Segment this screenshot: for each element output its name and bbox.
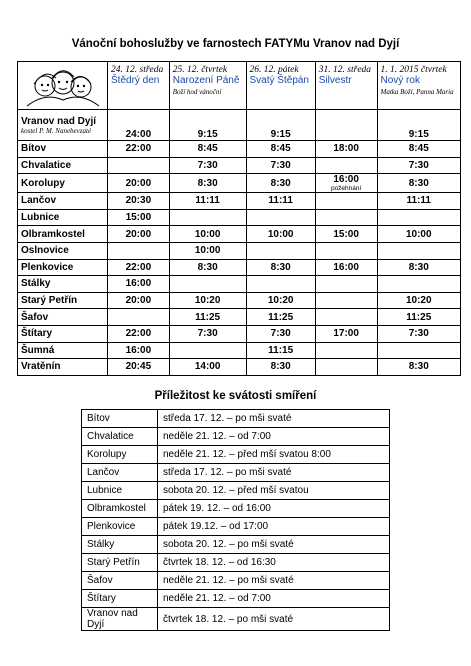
schedule-row	[18, 174, 461, 193]
service-time: 11:11	[268, 195, 293, 207]
parish-label: Štítary	[21, 328, 53, 340]
service-time-cell	[169, 193, 246, 210]
service-time-cell	[169, 276, 246, 293]
confession-time: sobota 20. 12. – před mší svatou	[158, 482, 390, 500]
service-time-cell	[108, 242, 170, 259]
confession-row	[82, 554, 390, 572]
parish-label: Šafov	[21, 311, 49, 323]
service-time-cell	[246, 276, 315, 293]
service-time: 15:00	[333, 228, 359, 240]
services-table	[17, 61, 461, 376]
service-time-cell	[315, 226, 377, 243]
confession-place: Vranov nad Dyjí	[82, 608, 158, 631]
service-time: 10:20	[405, 295, 432, 307]
service-time-cell	[315, 292, 377, 309]
parish-label: Vratěnín	[21, 361, 61, 373]
confession-time: pátek 19. 12. – od 16:00	[158, 500, 390, 518]
confession-time: středa 17. 12. – po mši svaté	[158, 464, 390, 482]
confession-time: neděle 21. 12. – před mší svatou 8:00	[158, 446, 390, 464]
service-time-cell	[246, 209, 315, 226]
service-time-cell	[315, 259, 377, 276]
service-time: 11:25	[268, 311, 294, 323]
service-time-cell	[108, 110, 170, 141]
confession-place: Starý Petřín	[82, 554, 158, 572]
confession-time: středa 17. 12. – po mši svaté	[158, 410, 390, 428]
service-time: 8:30	[408, 261, 429, 273]
service-time: 9:15	[270, 129, 291, 140]
logo-cell	[18, 62, 108, 110]
day-date: 25. 12. čtvrtek	[172, 65, 228, 75]
service-time: 22:00	[125, 261, 152, 273]
confession-place: Korolupy	[82, 446, 158, 464]
confession-place: Stálky	[82, 536, 158, 554]
service-time-cell	[315, 174, 377, 193]
parish-label: Starý Petřín	[21, 295, 78, 307]
service-time-cell	[246, 157, 315, 174]
schedule-row	[18, 110, 461, 141]
confession-table	[81, 409, 390, 631]
parish-name	[18, 342, 108, 359]
service-time: 11:25	[195, 311, 221, 323]
schedule-row	[18, 325, 461, 342]
service-time: 20:45	[125, 361, 152, 373]
day-header	[377, 62, 461, 110]
schedule-row	[18, 259, 461, 276]
service-time-cell	[108, 226, 170, 243]
confession-time: neděle 21. 12. – od 7:00	[158, 590, 390, 608]
schedule-row	[18, 157, 461, 174]
parish-label: Lančov	[21, 195, 57, 207]
service-time: 7:30	[408, 328, 429, 340]
confession-title: Příležitost ke svátosti smíření	[154, 390, 317, 402]
service-time-cell	[246, 342, 315, 359]
service-time-cell	[169, 325, 246, 342]
service-time: 20:30	[125, 195, 152, 207]
service-time-cell	[377, 292, 461, 309]
service-time-cell	[315, 209, 377, 226]
service-time-cell	[108, 309, 170, 326]
service-time: 14:00	[194, 361, 221, 373]
schedule-row	[18, 242, 461, 259]
service-time: 10:20	[194, 295, 221, 307]
service-time-cell	[315, 325, 377, 342]
confession-row	[82, 464, 390, 482]
service-time: 10:00	[194, 245, 221, 257]
service-time-cell	[377, 209, 461, 226]
confession-place: Plenkovice	[82, 518, 158, 536]
confession-row	[82, 446, 390, 464]
schedule-row	[18, 276, 461, 293]
service-time-cell	[169, 259, 246, 276]
service-time: 7:30	[270, 328, 291, 340]
day-name: Svatý Štěpán	[249, 75, 309, 86]
parish-name	[18, 110, 108, 141]
day-header	[169, 62, 246, 110]
service-time: 8:30	[270, 261, 291, 273]
service-time-cell	[377, 342, 461, 359]
service-time-cell	[108, 157, 170, 174]
service-time-cell	[169, 226, 246, 243]
service-time-cell	[169, 209, 246, 226]
day-subtitle: Matka Boží, Panna Maria	[380, 88, 454, 96]
service-time: 20:00	[125, 228, 152, 240]
parish-name	[18, 325, 108, 342]
service-time-cell	[377, 157, 461, 174]
confession-place: Štítary	[82, 590, 158, 608]
parish-label: Vranov nad Dyjí	[21, 115, 97, 127]
service-time-cell	[108, 359, 170, 376]
service-time-cell	[246, 193, 315, 210]
service-time-cell	[108, 292, 170, 309]
parish-name	[18, 359, 108, 376]
service-time: 9:15	[408, 129, 429, 140]
service-time: 7:30	[197, 159, 218, 171]
day-subtitle: Boží hod vánoční	[172, 88, 222, 96]
service-time-cell	[377, 309, 461, 326]
service-time-cell	[169, 242, 246, 259]
service-time-cell	[246, 325, 315, 342]
parish-name	[18, 242, 108, 259]
day-date: 31. 12. středa	[318, 65, 372, 75]
service-time-cell	[108, 193, 170, 210]
service-time: 24:00	[125, 129, 152, 140]
confession-time: čtvrtek 18. 12. – od 16:30	[158, 554, 390, 572]
service-time: 11:25	[406, 311, 432, 323]
service-time-cell	[377, 226, 461, 243]
day-name: Narození Páně	[172, 75, 240, 86]
service-time-cell	[315, 141, 377, 158]
service-time: 15:00	[125, 212, 152, 224]
service-time-cell	[377, 325, 461, 342]
service-time: 8:30	[408, 177, 429, 189]
day-header	[108, 62, 170, 110]
service-time-cell	[315, 242, 377, 259]
parish-name	[18, 193, 108, 210]
confession-row	[82, 518, 390, 536]
service-time: 22:00	[125, 143, 152, 155]
parish-name	[18, 309, 108, 326]
parish-label: Korolupy	[21, 177, 65, 189]
parish-name	[18, 292, 108, 309]
parish-label: Stálky	[21, 278, 51, 290]
children-faces-icon	[23, 66, 103, 108]
service-time: 20:00	[125, 177, 152, 189]
service-time: 11:15	[268, 344, 294, 356]
service-time-cell	[315, 110, 377, 141]
parish-name	[18, 157, 108, 174]
parish-name	[18, 259, 108, 276]
service-time-cell	[315, 157, 377, 174]
service-time-cell	[169, 359, 246, 376]
service-time: 10:00	[405, 228, 432, 240]
service-time-cell	[108, 259, 170, 276]
day-header	[315, 62, 377, 110]
service-time-cell	[377, 359, 461, 376]
service-time-cell	[169, 157, 246, 174]
confession-row	[82, 536, 390, 554]
service-time: 7:30	[270, 159, 291, 171]
confession-time: sobota 20. 12. – po mši svaté	[158, 536, 390, 554]
service-time: 7:30	[408, 159, 429, 171]
schedule-row	[18, 342, 461, 359]
confession-place: Lančov	[82, 464, 158, 482]
service-time-cell	[246, 242, 315, 259]
service-time: 8:45	[270, 143, 291, 155]
service-time-cell	[315, 359, 377, 376]
service-time: 16:00	[333, 261, 359, 273]
parish-label: Oslnovice	[21, 245, 69, 257]
confession-time: neděle 21. 12. – od 7:00	[158, 428, 390, 446]
service-time: 17:00	[333, 328, 359, 340]
parish-label: Plenkovice	[21, 261, 74, 273]
day-name: Nový rok	[380, 75, 420, 86]
service-time-cell	[246, 259, 315, 276]
confession-row	[82, 590, 390, 608]
service-time: 16:00	[333, 174, 359, 186]
service-time: 11:11	[195, 195, 220, 207]
service-time-cell	[246, 226, 315, 243]
parish-name	[18, 174, 108, 193]
service-time: 10:00	[194, 228, 221, 240]
service-time-cell	[315, 309, 377, 326]
confession-time: čtvrtek 18. 12. – po mši svaté	[158, 608, 390, 631]
confession-row	[82, 410, 390, 428]
parish-label: Bítov	[21, 143, 46, 155]
confession-row	[82, 482, 390, 500]
confession-place: Bítov	[82, 410, 158, 428]
schedule-row	[18, 209, 461, 226]
service-time: 18:00	[333, 143, 359, 155]
service-time: 8:45	[408, 143, 429, 155]
confession-time: pátek 19.12. – od 17:00	[158, 518, 390, 536]
service-time-cell	[377, 193, 461, 210]
service-time-cell	[169, 292, 246, 309]
parish-church: kostel P. M. Nanebevzaté	[21, 126, 92, 135]
service-time: 10:00	[267, 228, 294, 240]
service-time-cell	[315, 276, 377, 293]
service-time: 9:15	[197, 129, 218, 140]
service-time-cell	[377, 141, 461, 158]
schedule-row	[18, 226, 461, 243]
service-time-cell	[169, 141, 246, 158]
schedule-row	[18, 193, 461, 210]
service-time: 8:45	[197, 143, 218, 155]
confession-place: Šafov	[82, 572, 158, 590]
confession-row	[82, 500, 390, 518]
day-date: 26. 12. pátek	[249, 65, 299, 75]
confession-place: Lubnice	[82, 482, 158, 500]
service-time-cell	[108, 325, 170, 342]
day-header	[246, 62, 315, 110]
day-date: 24. 12. středa	[111, 65, 164, 75]
parish-label: Šumná	[21, 344, 55, 356]
service-time-cell	[377, 242, 461, 259]
service-time-cell	[108, 276, 170, 293]
schedule-row	[18, 309, 461, 326]
service-time-cell	[315, 193, 377, 210]
service-time-cell	[246, 309, 315, 326]
service-time: 8:30	[197, 261, 218, 273]
service-time-cell	[246, 141, 315, 158]
service-time: 8:30	[197, 177, 218, 189]
service-time-cell	[377, 110, 461, 141]
service-time-cell	[377, 174, 461, 193]
service-time: 22:00	[125, 328, 152, 340]
confession-place: Olbramkostel	[82, 500, 158, 518]
service-time-cell	[108, 209, 170, 226]
service-time-cell	[246, 292, 315, 309]
parish-name	[18, 141, 108, 158]
service-time: 8:30	[408, 361, 429, 373]
confession-time: neděle 21. 12. – po mši svaté	[158, 572, 390, 590]
parish-name	[18, 276, 108, 293]
service-time: 7:30	[197, 328, 218, 340]
day-name: Silvestr	[318, 75, 352, 86]
service-time-cell	[246, 359, 315, 376]
service-time: 8:30	[270, 361, 291, 373]
service-time-cell	[246, 174, 315, 193]
service-time-cell	[169, 110, 246, 141]
service-time-cell	[108, 141, 170, 158]
service-time: 10:20	[267, 295, 294, 307]
header-row	[18, 62, 461, 110]
service-time-cell	[377, 276, 461, 293]
day-name: Štědrý den	[111, 75, 160, 86]
schedule-row	[18, 359, 461, 376]
schedule-row	[18, 141, 461, 158]
service-time-cell	[246, 110, 315, 141]
service-time-cell	[108, 342, 170, 359]
service-time-cell	[169, 342, 246, 359]
service-note: požehnání	[330, 185, 362, 193]
service-time-cell	[315, 342, 377, 359]
parish-label: Olbramkostel	[21, 228, 85, 240]
service-time-cell	[108, 174, 170, 193]
page-title: Vánoční bohoslužby ve farnostech FATYMu Vranov nad Dyjí	[71, 38, 400, 50]
service-time: 8:30	[270, 177, 291, 189]
service-time-cell	[169, 174, 246, 193]
service-time: 16:00	[125, 278, 152, 290]
service-time: 20:00	[125, 295, 152, 307]
parish-label: Chvalatice	[21, 159, 72, 171]
service-time-cell	[377, 259, 461, 276]
confession-row	[82, 572, 390, 590]
service-time-cell	[169, 309, 246, 326]
confession-row	[82, 428, 390, 446]
parish-name	[18, 209, 108, 226]
service-time: 11:11	[406, 195, 431, 207]
parish-label: Lubnice	[21, 212, 60, 224]
day-date: 1. 1. 2015 čtvrtek	[380, 65, 447, 75]
confession-row	[82, 608, 390, 631]
parish-name	[18, 226, 108, 243]
confession-place: Chvalatice	[82, 428, 158, 446]
schedule-row	[18, 292, 461, 309]
service-time: 16:00	[125, 344, 152, 356]
